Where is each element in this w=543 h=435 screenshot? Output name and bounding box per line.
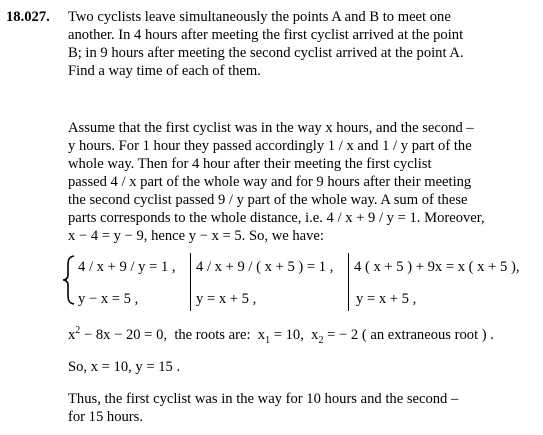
solution-line-5: the second cyclist passed 9 / y part of the whole way. A sum of these [68,192,468,208]
solution-line-6: parts corresponds to the whole distance, i.e. 4 / x + 9 / y = 1. Moreover, [68,210,485,226]
solution-line-4: passed 4 / x part of the whole way and for 9 hours after their meeting [68,174,472,190]
problem-line-2: another. In 4 hours after meeting the first cyclist arrived at the point [68,27,464,43]
problem-line-4: Find a way time of each of them. [68,63,261,79]
solution-line-3: whole way. Then for 4 hour after their meeting the first cyclist [68,156,432,172]
x1-subscript: 1 [265,334,271,346]
left-brace [62,255,76,305]
x2-subscript: 2 [318,334,324,346]
quadratic-square: 2 [75,325,81,337]
conclusion-line-2: for 15 hours. [68,409,143,425]
solution-line-1: Assume that the first cyclist was in the way x hours, and the second – [68,120,474,136]
quadratic-lhs: x [68,327,76,343]
conclusion-line-1: Thus, the first cyclist was in the way for 10 hours and the second – [68,391,459,407]
system-separator-2 [348,253,349,311]
system-col2-row1: 4 / x + 9 / ( x + 5 ) = 1 , [196,259,334,275]
problem-number: 18.027. [6,9,50,25]
system-col1-row2: y − x = 5 , [78,291,139,307]
answer-line: So, x = 10, y = 15 . [68,359,181,375]
system-col2-row2: y = x + 5 , [196,291,257,307]
extraneous-root-note: ( an extraneous root ) . [361,327,494,343]
x1-label: x [257,327,266,343]
system-separator-1 [190,253,191,311]
system-col3-row2: y = x + 5 , [356,291,417,307]
roots-label: the roots are: [174,327,251,343]
solution-line-2: y hours. For 1 hour they passed accordingly 1 / x and 1 / y part of the [68,138,472,154]
x1-value: = 10, [270,327,304,343]
system-col1-row1: 4 / x + 9 / y = 1 , [78,259,176,275]
quadratic-line [68,327,494,344]
problem-line-3: B; in 9 hours after meeting the second cyclist arrived at the point A. [68,45,464,61]
quadratic-rest: − 8x − 20 = 0, [80,327,168,343]
problem-line-1: Two cyclists leave simultaneously the points A and B to meet one [68,9,451,25]
x2-value: = − 2 [323,327,359,343]
system-col3-row1: 4 ( x + 5 ) + 9x = x ( x + 5 ), [354,259,520,275]
x2-label: x [311,327,319,343]
solution-line-7: x − 4 = y − 9, hence y − x = 5. So, we have: [68,228,324,244]
